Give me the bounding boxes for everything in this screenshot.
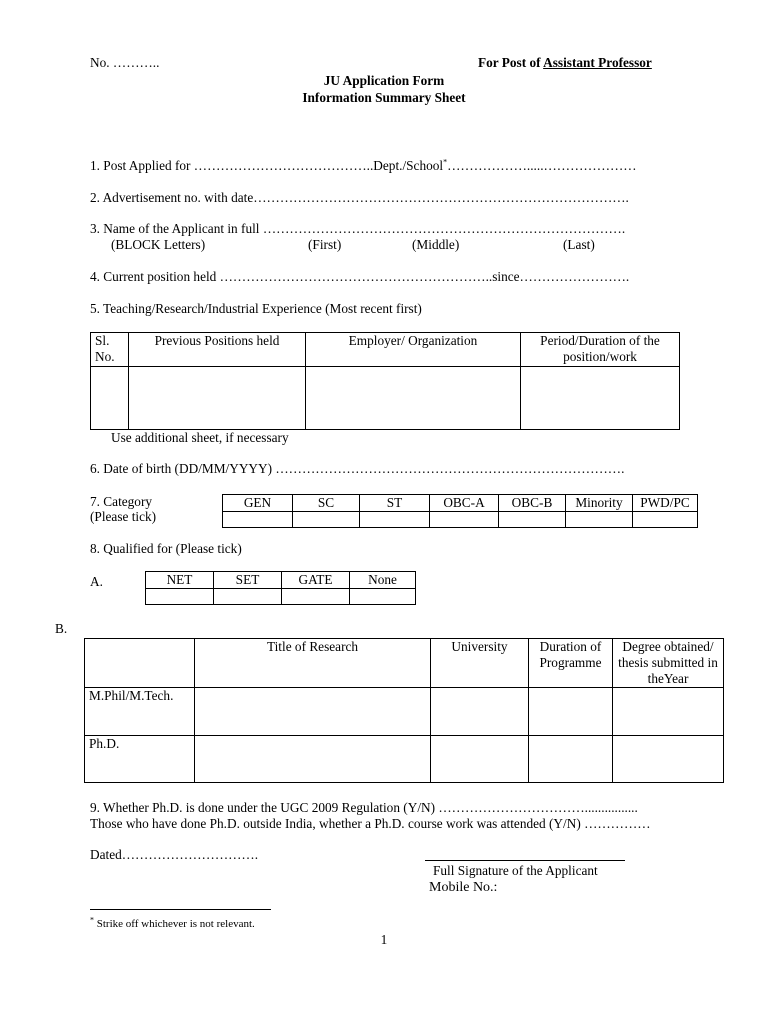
research-header-university: University xyxy=(431,639,529,688)
category-gen: GEN xyxy=(223,495,293,512)
qualified-tick-row[interactable] xyxy=(146,589,416,605)
mphil-title-cell[interactable] xyxy=(195,688,431,736)
research-header-degree: Degree obtained/ thesis submitted in theYear xyxy=(613,639,724,688)
middle-name-label: (Middle) xyxy=(412,237,460,252)
footnote-text: Strike off whichever is not relevant. xyxy=(94,918,255,930)
exp-cell-positions[interactable] xyxy=(129,367,306,430)
category-label: 7. Category xyxy=(90,494,153,509)
phd-degree-cell[interactable] xyxy=(613,736,724,783)
phd-university-cell[interactable] xyxy=(431,736,529,783)
phd-outside-field[interactable]: Those who have done Ph.D. outside India, whether a Ph.D. course work was attended (Y/N) …………… xyxy=(90,816,651,831)
signature-line[interactable] xyxy=(425,860,625,861)
current-position-field[interactable]: 4. Current position held ……………………………………………………..since……………………. xyxy=(90,269,630,284)
section-a-label: A. xyxy=(90,574,103,589)
post-applied-field[interactable] xyxy=(90,158,637,174)
exp-header-employer: Employer/ Organization xyxy=(306,333,521,367)
research-header-row xyxy=(85,639,724,688)
tick-gen[interactable] xyxy=(223,512,293,528)
applicant-name-field[interactable]: 3. Name of the Applicant in full ………………………………………………………………………. xyxy=(90,221,626,236)
dated-field[interactable]: Dated…………………………. xyxy=(90,847,259,862)
phd-ugc-field[interactable]: 9. Whether Ph.D. is done under the UGC 2009 Regulation (Y/N) ……………………………................ xyxy=(90,800,638,815)
tick-set[interactable] xyxy=(214,589,282,605)
research-table xyxy=(84,638,724,783)
dob-field[interactable]: 6. Date of birth (DD/MM/YYYY) ……………………………………………………………………. xyxy=(90,461,625,476)
category-table xyxy=(222,494,698,528)
form-title: JU Application Form xyxy=(323,73,445,88)
qualified-set: SET xyxy=(214,572,282,589)
advertisement-field[interactable]: 2. Advertisement no. with date…………………………………………………………………………. xyxy=(90,190,629,205)
section-b-label: B. xyxy=(55,621,68,636)
tick-obc-a[interactable] xyxy=(430,512,499,528)
page-number: 1 xyxy=(380,932,388,947)
experience-table xyxy=(90,332,680,430)
form-number: No. ……….. xyxy=(90,55,160,70)
exp-header-period: Period/Duration of the position/work xyxy=(521,333,680,367)
post-applied-label: 1. Post Applied for …………………………………..Dept./School xyxy=(90,158,444,173)
experience-entry-row[interactable] xyxy=(91,367,680,430)
research-header-duration: Duration of Programme xyxy=(529,639,613,688)
phd-title-cell[interactable] xyxy=(195,736,431,783)
research-row-label: M.Phil/M.Tech. xyxy=(85,688,195,736)
signature-label: Full Signature of the Applicant xyxy=(433,863,598,878)
tick-st[interactable] xyxy=(360,512,430,528)
phd-duration-cell[interactable] xyxy=(529,736,613,783)
qualified-header-row xyxy=(146,572,416,589)
block-letters-note: (BLOCK Letters) xyxy=(111,237,206,252)
qualified-heading: 8. Qualified for (Please tick) xyxy=(90,541,242,556)
research-row-mphil[interactable] xyxy=(85,688,724,736)
qualified-table xyxy=(145,571,416,605)
category-pwd: PWD/PC xyxy=(633,495,698,512)
category-minority: Minority xyxy=(566,495,633,512)
experience-heading: 5. Teaching/Research/Industrial Experience (Most recent first) xyxy=(90,301,422,316)
tick-minority[interactable] xyxy=(566,512,633,528)
category-header-row xyxy=(223,495,698,512)
category-sc: SC xyxy=(293,495,360,512)
tick-sc[interactable] xyxy=(293,512,360,528)
category-obc-b: OBC-B xyxy=(499,495,566,512)
exp-header-slno: Sl. No. xyxy=(91,333,129,367)
mphil-university-cell[interactable] xyxy=(431,688,529,736)
exp-cell-period[interactable] xyxy=(521,367,680,430)
exp-header-positions: Previous Positions held xyxy=(129,333,306,367)
category-st: ST xyxy=(360,495,430,512)
tick-none[interactable] xyxy=(350,589,416,605)
mobile-label: Mobile No.: xyxy=(429,880,498,895)
research-row-label: Ph.D. xyxy=(85,736,195,783)
category-tick-note: (Please tick) xyxy=(90,509,157,524)
category-tick-row[interactable] xyxy=(223,512,698,528)
exp-cell-employer[interactable] xyxy=(306,367,521,430)
form-subtitle: Information Summary Sheet xyxy=(302,90,466,105)
research-header-blank xyxy=(85,639,195,688)
qualified-net: NET xyxy=(146,572,214,589)
additional-sheet-note: Use additional sheet, if necessary xyxy=(111,430,289,445)
qualified-gate: GATE xyxy=(282,572,350,589)
tick-pwd[interactable] xyxy=(633,512,698,528)
dept-dots: ……………….....………………… xyxy=(447,158,637,173)
footnote xyxy=(90,916,255,932)
tick-obc-b[interactable] xyxy=(499,512,566,528)
mphil-duration-cell[interactable] xyxy=(529,688,613,736)
mphil-degree-cell[interactable] xyxy=(613,688,724,736)
post-heading xyxy=(478,55,652,71)
qualified-none: None xyxy=(350,572,416,589)
last-name-label: (Last) xyxy=(563,237,595,252)
research-header-title: Title of Research xyxy=(195,639,431,688)
category-obc-a: OBC-A xyxy=(430,495,499,512)
post-applied-star: * xyxy=(443,157,448,167)
footnote-star: * xyxy=(90,915,94,925)
experience-header-row xyxy=(91,333,680,367)
post-name: Assistant Professor xyxy=(543,55,652,70)
exp-cell-slno[interactable] xyxy=(91,367,129,430)
footnote-divider xyxy=(90,909,271,910)
first-name-label: (First) xyxy=(308,237,342,252)
research-row-phd[interactable] xyxy=(85,736,724,783)
tick-gate[interactable] xyxy=(282,589,350,605)
post-prefix: For Post of xyxy=(478,55,544,70)
tick-net[interactable] xyxy=(146,589,214,605)
